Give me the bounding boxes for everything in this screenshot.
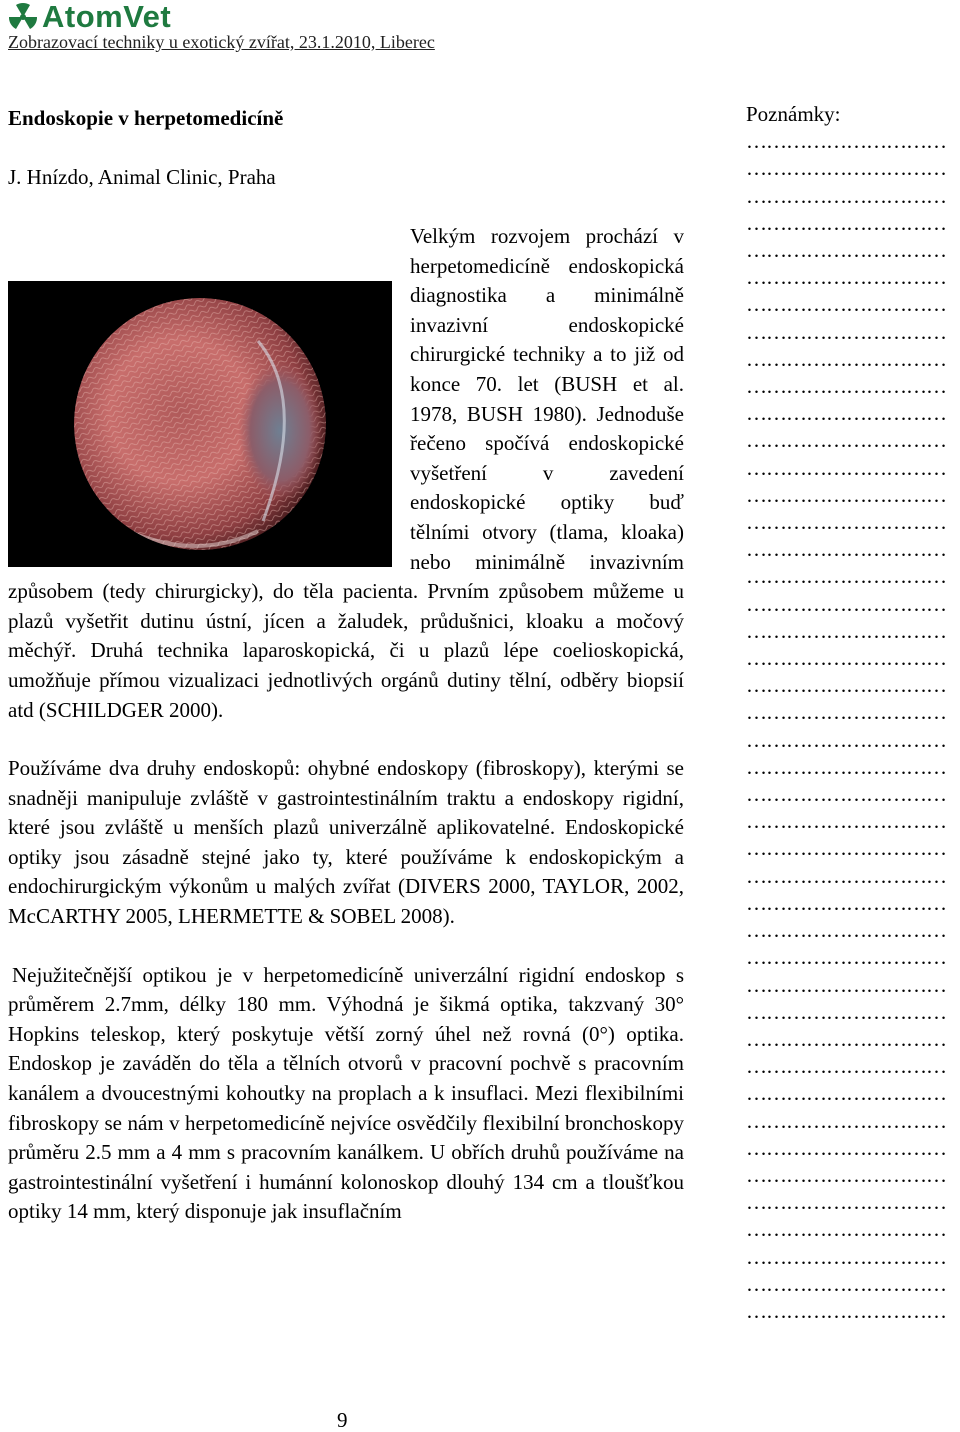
atomvet-logo	[8, 2, 171, 32]
notes-dotted-line: …………………………	[746, 129, 946, 154]
event-subtitle[interactable]: Zobrazovací techniky u exotický zvířat, 23.1.2010, Liberec	[8, 32, 435, 52]
article-body	[8, 222, 684, 1227]
notes-dotted-line: …………………………	[746, 156, 946, 181]
notes-dotted-line: …………………………	[746, 890, 946, 915]
notes-lines	[746, 128, 960, 1325]
notes-dotted-line: …………………………	[746, 1108, 946, 1133]
notes-dotted-line: …………………………	[746, 482, 946, 507]
notes-dotted-line: …………………………	[746, 1162, 946, 1187]
notes-dotted-line: …………………………	[746, 700, 946, 725]
notes-dotted-line: …………………………	[746, 646, 946, 671]
notes-dotted-line: …………………………	[746, 999, 946, 1024]
notes-dotted-line: …………………………	[746, 673, 946, 698]
notes-dotted-line: …………………………	[746, 455, 946, 480]
notes-dotted-line: …………………………	[746, 918, 946, 943]
radiation-trefoil-icon	[8, 2, 38, 32]
notes-dotted-line: …………………………	[746, 836, 946, 861]
notes-dotted-line: …………………………	[746, 564, 946, 589]
notes-dotted-line: …………………………	[746, 210, 946, 235]
notes-dotted-line: …………………………	[746, 510, 946, 535]
notes-dotted-line: …………………………	[746, 1271, 946, 1296]
notes-dotted-line: …………………………	[746, 754, 946, 779]
notes-dotted-line: …………………………	[746, 809, 946, 834]
notes-dotted-line: …………………………	[746, 238, 946, 263]
notes-dotted-line: …………………………	[746, 265, 946, 290]
notes-dotted-line: …………………………	[746, 374, 946, 399]
notes-dotted-line: …………………………	[746, 428, 946, 453]
notes-dotted-line: …………………………	[746, 1217, 946, 1242]
notes-dotted-line: …………………………	[746, 972, 946, 997]
notes-dotted-line: …………………………	[746, 319, 946, 344]
paragraph-2: Používáme dva druhy endoskopů: ohybné endoskopy (fibroskopy), kterými se snadněji manipuluje zvláště v gastrointestinálním traktu a endoskopy rigidní, které jsou zvláště u menších plazů univerzálně aplikovatelné. Endoskopické optiky jsou zásadně stejné jako ty, které používáme k endoskopickým a endochirurgickým výkonům u malých zvířat (DIVERS 2000, TAYLOR, 2002, McCARTHY 2005, LHERMETTE & SOBEL 2008).	[8, 756, 684, 929]
notes-dotted-line: …………………………	[746, 782, 946, 807]
endoscopy-image	[8, 281, 392, 567]
notes-dotted-line: …………………………	[746, 1298, 946, 1323]
notes-dotted-line: …………………………	[746, 727, 946, 752]
notes-column	[746, 101, 960, 1325]
paragraph-3: Nejužitečnější optikou je v herpetomedicíně univerzální rigidní endoskop s průměrem 2.7mm, délky 180 mm. Výhodná je šikmá optika, takzvaný 30° Hopkins teleskop, který poskytuje větší zorný úhel než rovná (0°) optika. Endoskop je zaváděn do těla a tělních otvorů v pracovní pochvě s pracovním kanálem a dvoucestnými kohoutky na proplach a k insuflaci. Mezi flexibilními fibroskopy se nám v herpetomedicíně nejvíce osvědčily flexibilní bronchoskopy průměru 2.5 mm a 4 mm s pracovním kanálkem. U obřích druhů používáme na gastrointestinální vyšetření i humánní kolonoskop dlouhý 134 cm a tloušťkou optiky 14 mm, který disponuje jak insuflačním	[8, 962, 684, 1224]
notes-dotted-line: …………………………	[746, 1081, 946, 1106]
notes-dotted-line: …………………………	[746, 1135, 946, 1160]
notes-dotted-line: …………………………	[746, 1190, 946, 1215]
notes-label: Poznámky:	[746, 102, 841, 126]
notes-dotted-line: …………………………	[746, 183, 946, 208]
article-title: Endoskopie v herpetomedicíně	[8, 106, 284, 130]
notes-dotted-line: …………………………	[746, 618, 946, 643]
notes-dotted-line: …………………………	[746, 401, 946, 426]
notes-dotted-line: …………………………	[746, 1054, 946, 1079]
endoscopic-view-graphic	[8, 281, 392, 567]
logo-text: AtomVet	[42, 0, 172, 34]
article-author: J. Hnízdo, Animal Clinic, Praha	[8, 165, 276, 189]
page-number: 9	[337, 1408, 348, 1432]
paragraph-1: Velkým rozvojem prochází v herpetomedicíně endoskopická diagnostika a minimálně invazivní endoskopické chirurgické techniky a to již od konce 70. let (BUSH et al. 1978, BUSH 1980). Jednoduše řečeno spočívá endoskopické vyšetření v zavedení endoskopické optiky buď tělními otvory (tlama, kloaka) nebo minimálně invazivním způsobem (tedy chirurgicky), do těla pacienta. Prvním způsobem můžeme u plazů vyšetřit dutinu ústní, jícen a žaludek, průdušnici, kloaku a močový měchýř. Druhá technika laparoskopická, či u plazů lépe coelioskopická, umožňuje přímou vizualizaci jednotlivých orgánů dutiny tělní, odběry biopsií atd (SCHILDGER 2000).	[8, 224, 684, 722]
notes-dotted-line: …………………………	[746, 292, 946, 317]
notes-dotted-line: …………………………	[746, 537, 946, 562]
notes-dotted-line: …………………………	[746, 591, 946, 616]
notes-dotted-line: …………………………	[746, 1026, 946, 1051]
notes-dotted-line: …………………………	[746, 945, 946, 970]
notes-dotted-line: …………………………	[746, 346, 946, 371]
notes-dotted-line: …………………………	[746, 1244, 946, 1269]
notes-dotted-line: …………………………	[746, 863, 946, 888]
